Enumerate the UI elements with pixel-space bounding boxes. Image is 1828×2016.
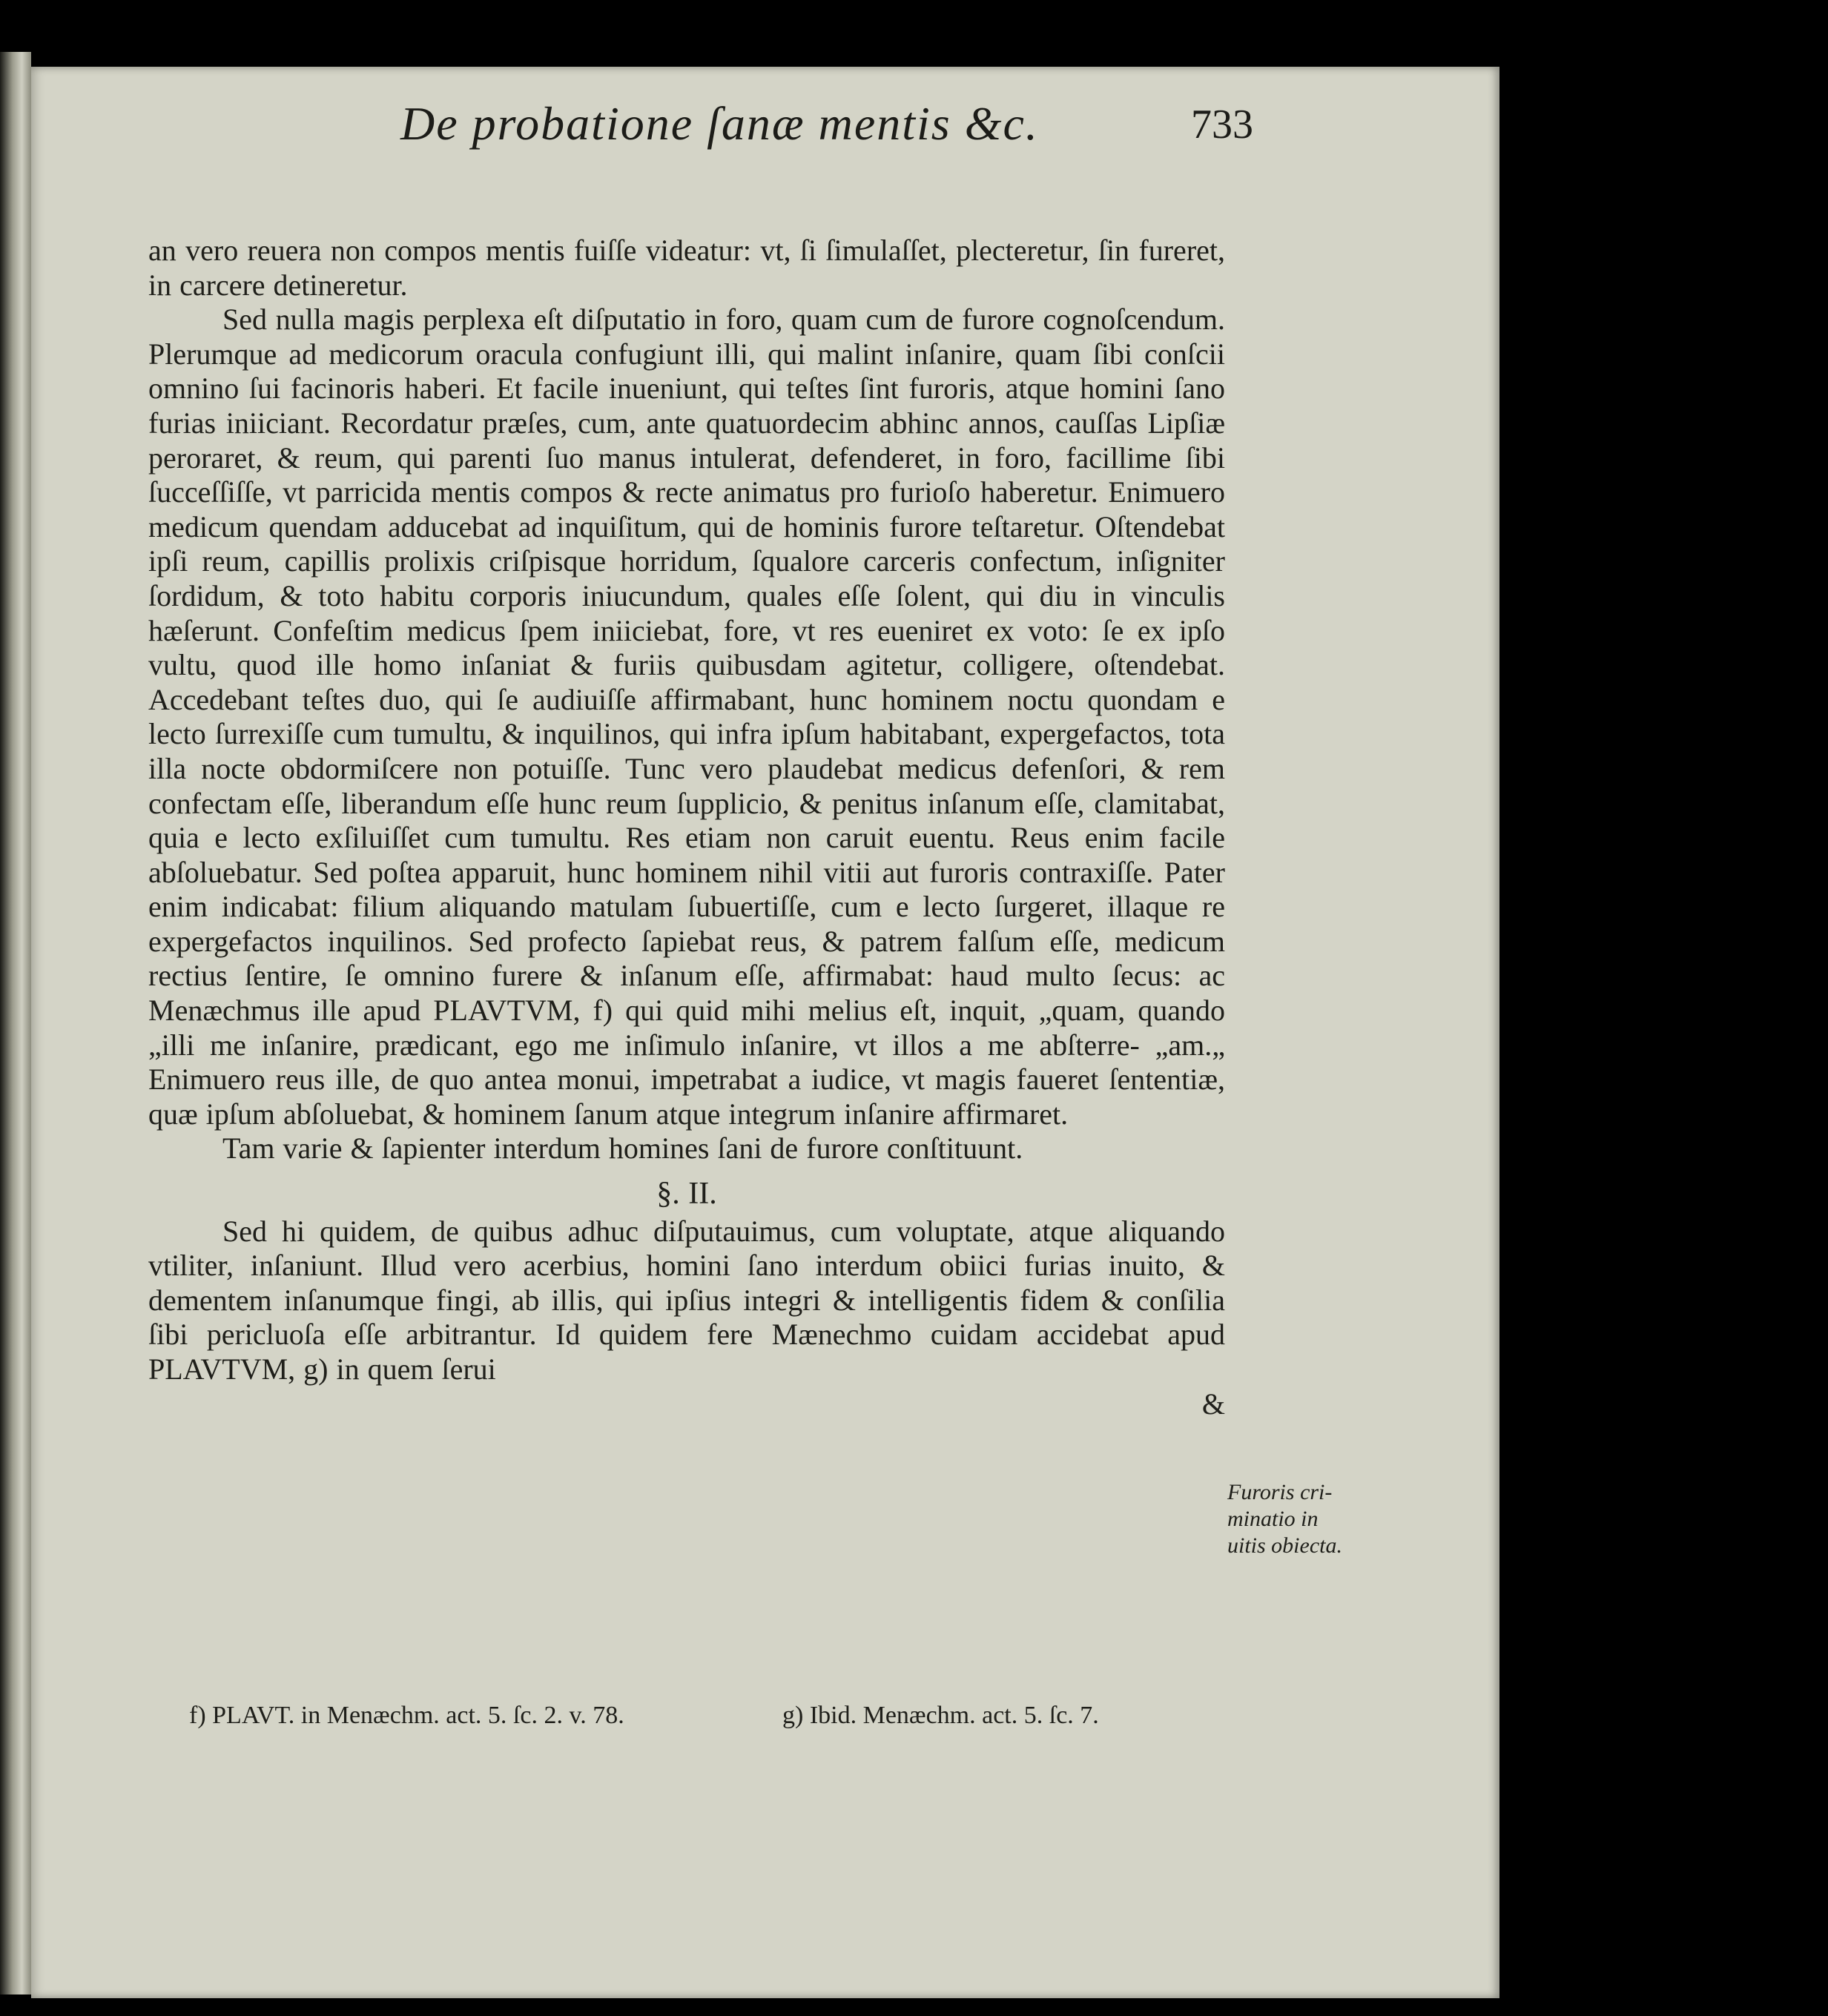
- marginal-note-line: uitis obiecta.: [1227, 1533, 1342, 1558]
- book-spine-edge: [0, 52, 31, 1994]
- page-number: 733: [1191, 102, 1253, 148]
- paragraph-main: Sed nulla magis perplexa eſt diſputatio in foro, quam cum de furore cognoſcendum. Plerumque ad medicorum oracula confugiunt illi, qui malint inſanire, quam ſibi conſcii omnino ſui facinoris haberi. Et facile inueniunt, qui teſtes ſint furoris, atque homini ſano furias iniiciant. Recordatur præſes, cum, ante quatuordecim abhinc annos, cauſſas Lipſiæ peroraret, & reum, qui parenti ſuo manus intulerat, defenderet, in foro, facillime ſibi ſucceſſiſſe, vt parricida mentis compos & recte animatus pro furioſo haberetur. Enimuero medicum quendam adducebat ad inquiſitum, qui de hominis furore teſtaretur. Oſtendebat ipſi reum, capillis prolixis criſpisque horridum, ſqualore carceris confectum, inſigniter ſordidum, & toto habitu corporis iniucundum, quales eſſe ſolent, qui diu in vinculis hæſerunt. Confeſtim medicus ſpem iniiciebat, fore, vt res eueniret ex voto: ſe ex ipſo vultu, quod ille homo inſaniat & furiis quibusdam agitetur, colligere, oſtendebat. Accedebant teſtes duo, qui ſe audiuiſſe affirmabant, hunc hominem noctu quondam e lecto ſurrexiſſe cum tumultu, & inquilinos, qui infra ipſum habitabant, expergefactos, tota illa nocte obdormiſcere non potuiſſe. Tunc vero plaudebat medicus defenſori, & rem confectam eſſe, liberandum eſſe hunc reum ſupplicio, & penitus inſanum eſſe, clamitabat, quia e lecto exſiluiſſet cum tumultu. Res etiam non caruit euentu. Reus enim facile abſoluebatur. Sed poſtea apparuit, hunc hominem nihil vitii aut furoris contraxiſſe. Pater enim indicabat: filium aliquando matulam ſubuertiſſe, cum e lecto ſurgeret, illaque re expergefactos inquilinos. Sed profecto ſapiebat reus, & patrem falſum eſſe, medicum rectius ſentire, ſe omnino furere & inſanum eſſe, affirmabat: haud multo ſecus: ac Menæchmus ille apud PLAVTVM, f) qui quid mihi melius eſt, inquit, „quam, quando „illi me inſanire, prædicant, ego me inſimulo inſanire, vt illos a me abſterre- „am.„ Enimuero reus ille, de quo antea monui, impetrabat a iudice, vt magis faueret ſententiæ, quæ ipſum abſoluebat, & hominem ſanum atque integrum inſanire affirmaret.: [148, 303, 1225, 1131]
- paragraph-conclusion: Tam varie & ſapienter interdum homines ſani de furore conſtituunt.: [222, 1131, 1023, 1166]
- marginal-note-line: Furoris cri-: [1227, 1480, 1333, 1504]
- main-text-block: [148, 234, 1225, 1421]
- running-head: De probatione ſanæ mentis &c.: [400, 97, 1039, 150]
- section-heading: §. II.: [656, 1177, 717, 1212]
- marginal-note: [1227, 1479, 1472, 1559]
- paragraph-section-two: Sed hi quidem, de quibus adhuc diſputauimus, cum voluptate, atque aliquando vtiliter, inſaniunt. Illud vero acerbius, homini ſano interdum obiici furias inuito, & dementem inſanumque fingi, ab illis, qui ipſius integri & intelligentis fidem & conſilia ſibi pericluoſa eſſe arbitrantur. Id quidem fere Mænechmo cuidam accidebat apud PLAVTVM, g) in quem ſerui: [148, 1214, 1225, 1386]
- marginal-note-line: minatio in: [1227, 1507, 1319, 1531]
- catchword: &: [1201, 1387, 1225, 1421]
- footnotes: [189, 1702, 1227, 1746]
- paragraph-continuation: an vero reuera non compos mentis fuiſſe videatur: vt, ſi ſimulaſſet, plecteretur, ſin fureret, in carcere detineretur.: [148, 234, 1225, 302]
- footnote-f: f) PLAVT. in Menæchm. act. 5. ſc. 2. v. 78.: [189, 1702, 624, 1729]
- page-header: [400, 96, 1253, 178]
- footnote-g: g) Ibid. Menæchm. act. 5. ſc. 7.: [782, 1702, 1099, 1729]
